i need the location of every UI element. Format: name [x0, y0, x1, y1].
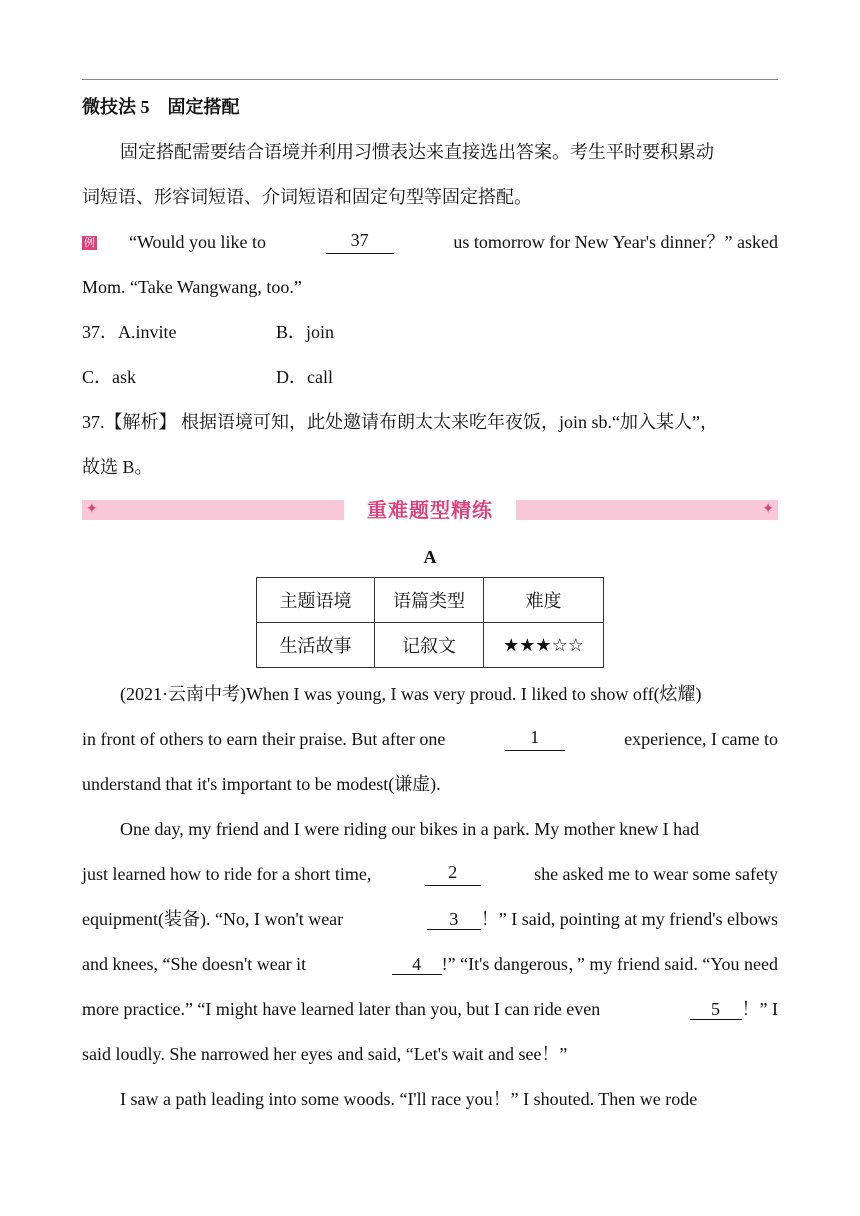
example-question-line1: 例 “Would you like to 37 us tomorrow for New Year's dinner？” asked: [84, 230, 778, 252]
blank-2: 2: [425, 862, 481, 886]
banner-bar-right: [516, 500, 778, 520]
p2-line6: said loudly. She narrowed her eyes and said, “Let's wait and see！”: [82, 1044, 568, 1064]
blank-5: 5: [690, 999, 742, 1020]
option-c: C．ask: [82, 367, 136, 387]
p1-line1: (2021·云南中考)When I was young, I was very proud. I liked to show off(炫耀): [120, 684, 702, 704]
blank-4: 4: [392, 954, 442, 975]
table-header-cell: 语篇类型: [375, 578, 484, 623]
blank-1: 1: [505, 727, 565, 751]
table-cell-genre: 记叙文: [375, 623, 484, 668]
table-header-cell: 难度: [484, 578, 604, 623]
p1-line2: in front of others to earn their praise. But after one 1 experience, I came to: [82, 727, 778, 749]
table-cell-topic: 生活故事: [257, 623, 375, 668]
star-left-icon: ✦: [86, 501, 98, 517]
passage-label: A: [423, 547, 437, 567]
answer-explanation-line1: 37.【解析】 根据语境可知，此处邀请布朗太太来吃年夜饭，join sb.“加入某人”，: [82, 412, 718, 432]
intro-text-line1: 固定搭配需要结合语境并利用习惯表达来直接选出答案。考生平时要积累动: [120, 142, 714, 162]
option-row-2: [82, 365, 778, 389]
p2-line1: One day, my friend and I were riding our bikes in a park. My mother knew I had: [120, 819, 700, 839]
blank-37: 37: [326, 230, 394, 254]
p2-line4: and knees, “She doesn't wear it 4 !” “It's dangerous，” my friend said. “You need: [82, 954, 778, 974]
p1-line3: understand that it's important to be modest(谦虚).: [82, 774, 441, 794]
blank-3: 3: [427, 909, 481, 930]
star-right-icon: ✦: [762, 501, 774, 517]
answer-explanation-line2: 故选 B。: [82, 457, 153, 477]
difficulty-rating: ★★★☆☆: [484, 623, 604, 668]
example-question-line2: Mom. “Take Wangwang, too.”: [82, 277, 302, 297]
option-b: B．join: [276, 322, 335, 342]
banner-bar-left: [82, 500, 344, 520]
section-heading: 微技法 5 固定搭配: [82, 97, 240, 117]
top-rule: [82, 79, 778, 80]
table-header-row: [257, 578, 604, 623]
section-banner: [82, 498, 778, 522]
example-tag-icon: 例: [84, 236, 95, 249]
p2-line3: equipment(装备). “No, I won't wear 3 ！” I said, pointing at my friend's elbows: [82, 909, 778, 929]
intro-text-line2: 词短语、形容词短语、介词短语和固定句型等固定搭配。: [82, 187, 532, 207]
option-row-1: [82, 320, 778, 344]
p3-line1: I saw a path leading into some woods. “I'll race you！” I shouted. Then we rode: [120, 1089, 698, 1109]
passage-info-table: [256, 577, 604, 668]
banner-title: 重难题型精练: [367, 498, 493, 522]
table-header-cell: 主题语境: [257, 578, 375, 623]
table-row: [257, 623, 604, 668]
option-a: 37．A.invite: [82, 322, 177, 342]
p2-line5: more practice.” “I might have learned later than you, but I can ride even 5 ！” I: [82, 999, 778, 1019]
option-d: D．call: [276, 367, 333, 387]
p2-line2: just learned how to ride for a short time, 2 she asked me to wear some safety: [82, 862, 778, 884]
